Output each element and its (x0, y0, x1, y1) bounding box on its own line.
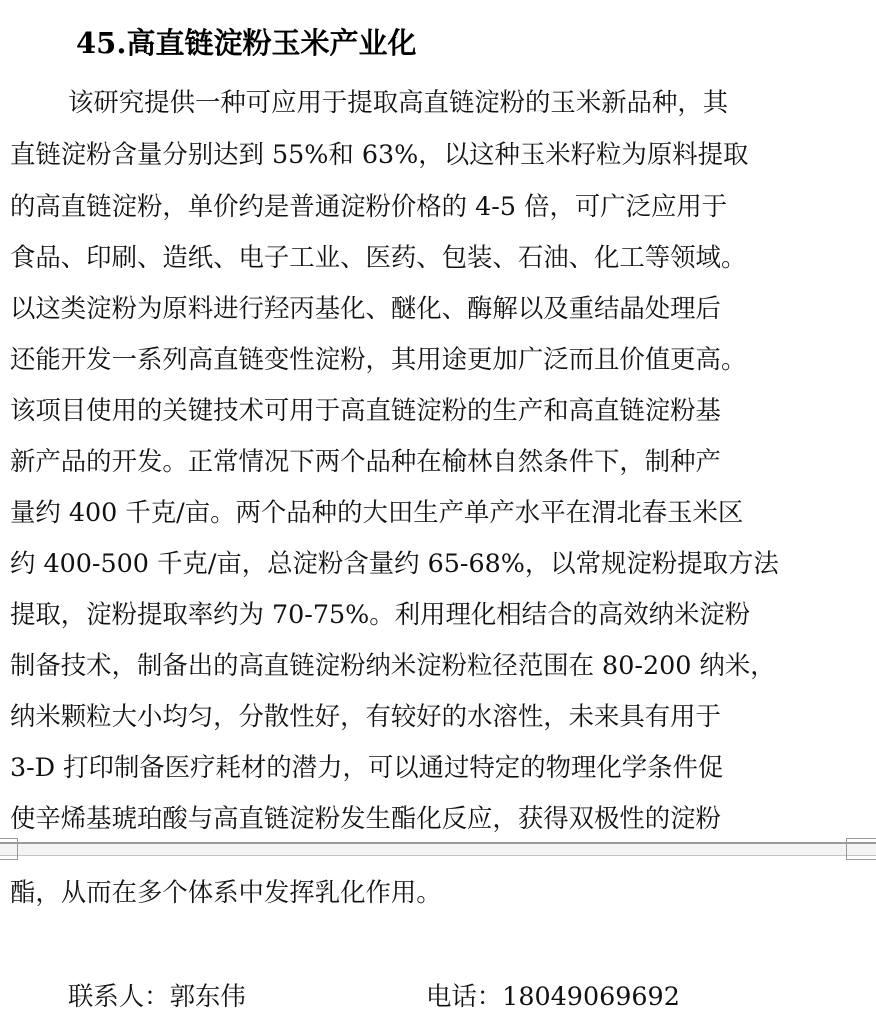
body-line-4: 食品、印刷、造纸、电子工业、医药、包装、石油、化工等领域。 (10, 242, 747, 272)
body-line-15: 使辛烯基琥珀酸与高直链淀粉发生酯化反应，获得双极性的淀粉 (10, 803, 721, 833)
body-line-11: 提取，淀粉提取率约为 70-75%。利用理化相结合的高效纳米淀粉 (10, 599, 751, 629)
body-line-8: 新产品的开发。正常情况下两个品种在榆林自然条件下，制种产 (10, 446, 721, 476)
page-break-gap (0, 842, 876, 856)
body-line-6: 还能开发一系列高直链变性淀粉，其用途更加广泛而且价值更高。 (10, 344, 747, 374)
crop-mark-right (846, 838, 876, 860)
body-line-13: 纳米颗粒大小均匀，分散性好，有较好的水溶性，未来具有用于 (10, 701, 721, 731)
body-line-12: 制备技术，制备出的高直链淀粉纳米淀粉粒径范围在 80-200 纳米， (10, 650, 776, 680)
body-line-2: 直链淀粉含量分别达到 55%和 63%，以这种玉米籽粒为原料提取 (10, 139, 749, 169)
body-line-10: 约 400-500 千克/亩，总淀粉含量约 65-68%，以常规淀粉提取方法 (10, 548, 779, 578)
body-line-9: 量约 400 千克/亩。两个品种的大田生产单产水平在渭北春玉米区 (10, 497, 744, 527)
body-line-14: 3-D 打印制备医疗耗材的潜力，可以通过特定的物理化学条件促 (10, 752, 724, 782)
body-line-1: 该研究提供一种可应用于提取高直链淀粉的玉米新品种，其 (68, 87, 729, 117)
contact-person: 联系人：郭东伟 (68, 981, 246, 1011)
body-line-7: 该项目使用的关键技术可用于高直链淀粉的生产和高直链淀粉基 (10, 395, 721, 425)
crop-mark-left (0, 838, 18, 860)
contact-phone: 电话：18049069692 (426, 981, 680, 1011)
body-line-5: 以这类淀粉为原料进行羟丙基化、醚化、酶解以及重结晶处理后 (10, 293, 721, 323)
body-line-3: 的高直链淀粉，单价约是普通淀粉价格的 4-5 倍，可广泛应用于 (10, 191, 728, 221)
body-line-continued: 酯，从而在多个体系中发挥乳化作用。 (10, 877, 442, 907)
section-title: 45.高直链淀粉玉米产业化 (76, 26, 417, 60)
